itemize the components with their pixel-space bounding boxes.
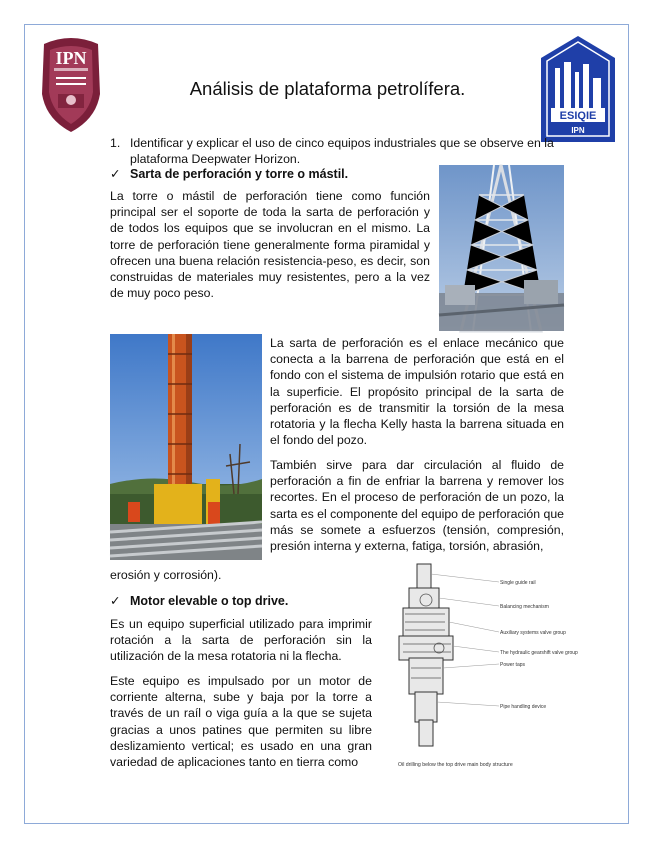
diagram-label-6: Pipe handling device — [500, 704, 547, 710]
checkmark-icon: ✓ — [110, 167, 121, 181]
item-text: Identificar y explicar el uso de cinco equipos industriales que se observe en la plataforma Deepwater Horizon. — [130, 136, 554, 166]
diagram-label-4: The hydraulic gearshift valve group — [500, 650, 578, 656]
section2-heading — [110, 593, 288, 609]
section2-heading-text: Motor elevable o top drive. — [130, 594, 289, 608]
page-title: Análisis de plataforma petrolífera. — [189, 78, 466, 99]
section1-paragraph-2: La sarta de perforación es el enlace mecánico que conecta a la barrena de perforación que está en el fondo con el sistema de impulsión rotario que está en la superficie. El propósito principal de la sarta de perforación es de transmitir la torsión de la mesa rotatoria y la flecha Kelly hasta la barrena situada en el fondo del pozo. — [270, 336, 564, 448]
diagram-caption: Oil drilling below the top drive main body structure — [398, 762, 513, 768]
drilling-tower-photo — [439, 165, 564, 331]
section1-paragraph-3: También sirve para dar circulación al fluido de perforación a fin de enfriar la barrena y remover los recortes. En el proceso de perforación de un pozo, la sarta es el componente del equipo de perforación que más se somete a esfuerzos (tensión, compresión, presión interna y externa, fatiga, torsión, abrasión, — [270, 458, 564, 554]
section1-paragraph-1: La torre o mástil de perforación tiene como función principal ser el soporte de toda la sarta de perforación y de todos los equipos que se involucran en el mismo. La torre de perforación tiene generalmente forma piramidal y ofrecen una buena relación resistencia-peso, es decir, son construidas de materiales muy resistentes, pero a la vez de muy poco peso. — [110, 189, 430, 301]
diagram-label-3: Auxiliary systems valve group — [500, 630, 566, 636]
diagram-label-5: Power taps — [500, 662, 526, 668]
ipn-logo — [36, 34, 106, 134]
section2-paragraph-2: Este equipo es impulsado por un motor de corriente alterna, sube y baja por la torre a través de un raíl o viga guía a la que se sujeta gracias a unos patines que permiten su libre deslizamiento vertical; es usado en una gran variedad de aplicaciones tanto en tierra como — [110, 674, 372, 770]
esiqie-logo — [537, 34, 619, 146]
diagram-label-2: Balancing mechanism — [500, 604, 549, 610]
esiqie-logo-subtext: IPN — [571, 126, 585, 135]
checkmark-icon: ✓ — [110, 594, 121, 608]
top-drive-diagram — [395, 560, 578, 772]
diagram-label-1: Single guide rail — [500, 580, 536, 586]
ipn-logo-text: IPN — [55, 48, 87, 68]
drill-string-photo — [110, 334, 262, 560]
section1-heading — [110, 166, 348, 182]
item-number: 1. — [110, 136, 121, 150]
esiqie-logo-text: ESIQIE — [559, 110, 597, 122]
section1-heading-text: Sarta de perforación y torre o mástil. — [130, 167, 349, 181]
section2-paragraph-1: Es un equipo superficial utilizado para imprimir rotación a la sarta de perforación sin la utilización de la mesa rotatoria ni la flecha. — [110, 617, 372, 664]
section1-paragraph-3-end: erosión y corrosión). — [110, 568, 222, 582]
